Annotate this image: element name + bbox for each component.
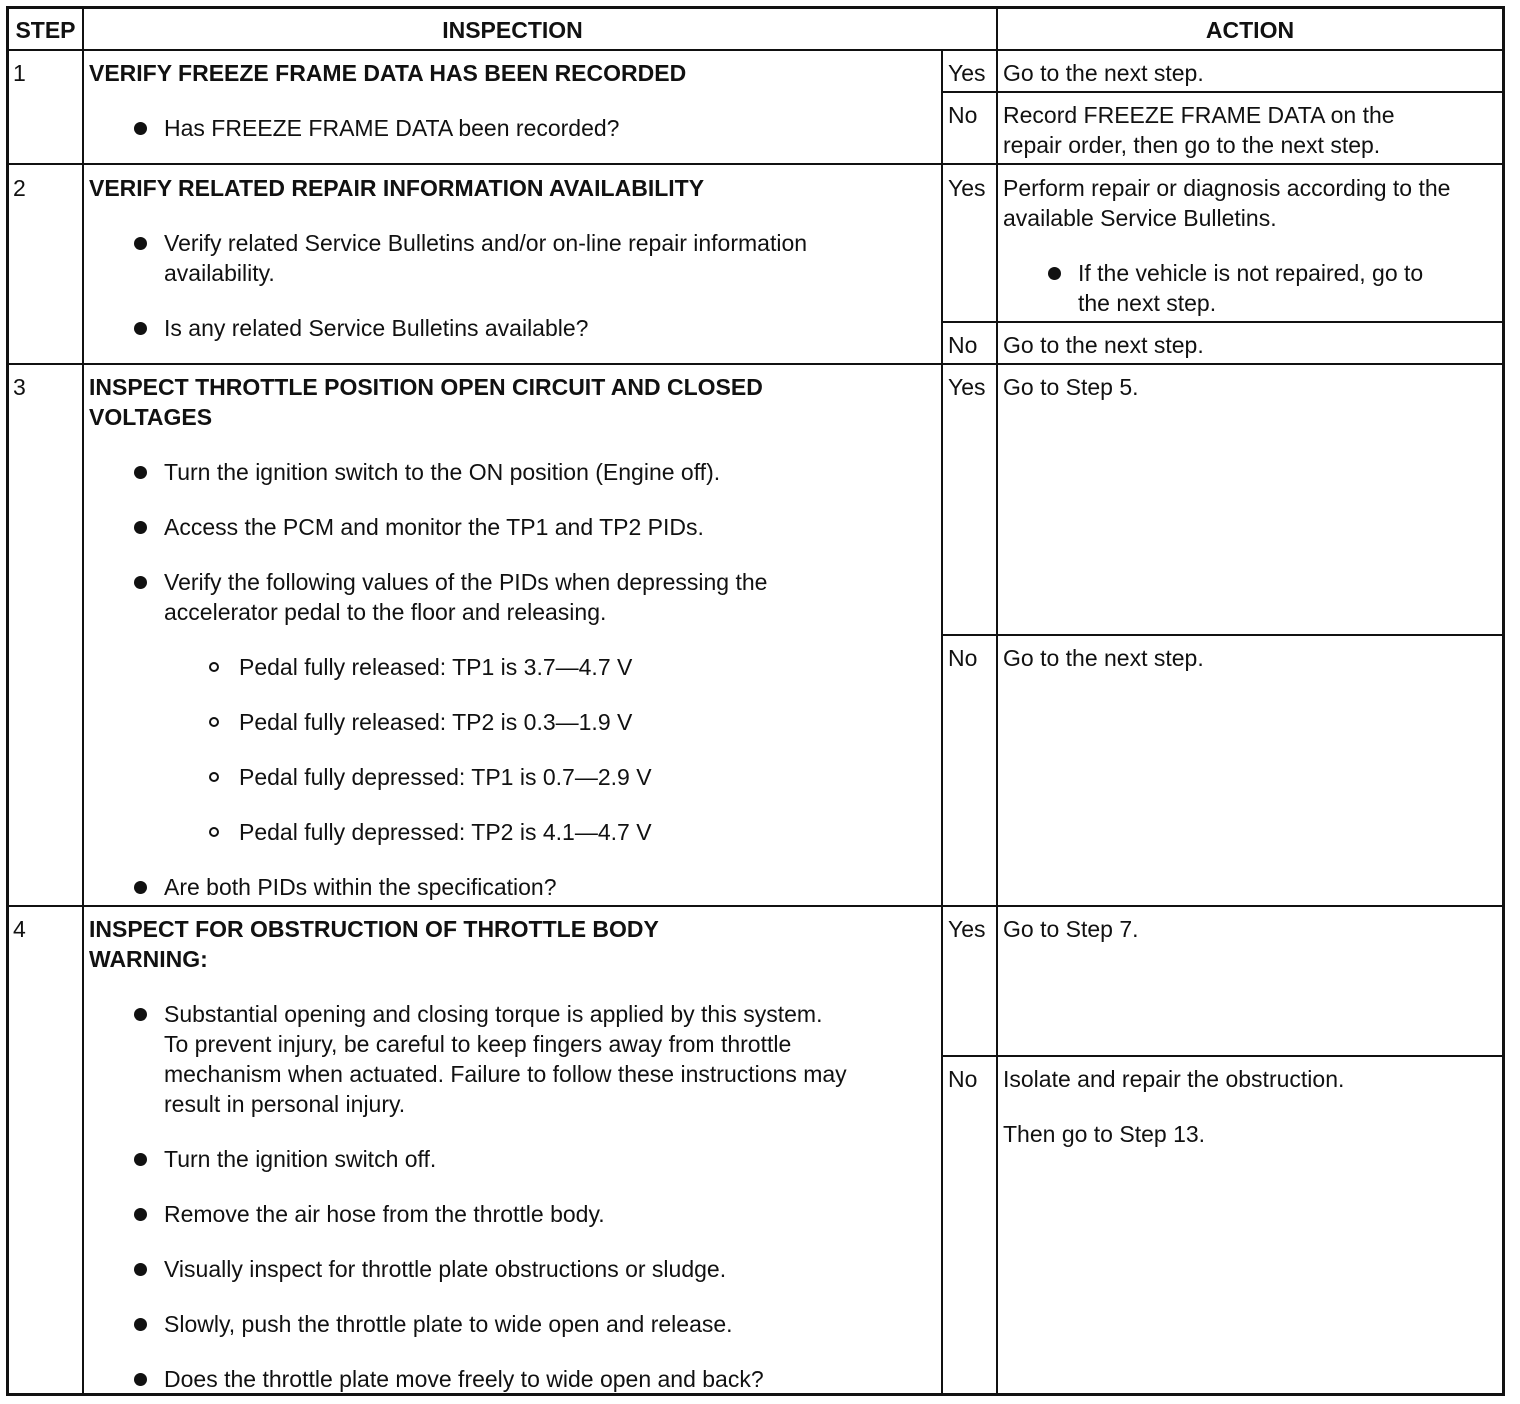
yes-no-divider (943, 1055, 1502, 1057)
step-number: 1 (13, 60, 26, 86)
step-number: 4 (13, 916, 26, 942)
warning-label: WARNING: (89, 946, 208, 972)
bullet-icon (134, 1318, 147, 1331)
inspection-bullet: Remove the air hose from the throttle body. (164, 1201, 605, 1227)
no-action: repair order, then go to the next step. (1003, 132, 1381, 158)
bullet-icon (134, 1208, 147, 1221)
inspection-bullet: accelerator pedal to the floor and releasing. (164, 599, 607, 625)
spec-item: Pedal fully depressed: TP1 is 0.7—2.9 V (239, 764, 652, 790)
yes-label: Yes (948, 916, 986, 942)
step-title: VERIFY FREEZE FRAME DATA HAS BEEN RECORDED (89, 60, 687, 86)
bullet-icon (134, 322, 147, 335)
inspection-bullet: Access the PCM and monitor the TP1 and TP2 PIDs. (164, 514, 704, 540)
spec-item: Pedal fully depressed: TP2 is 4.1—4.7 V (239, 819, 652, 845)
warning-text: To prevent injury, be careful to keep fingers away from throttle (164, 1031, 792, 1057)
bullet-icon (134, 1008, 147, 1021)
step-number: 3 (13, 374, 26, 400)
bullet-icon (134, 466, 147, 479)
action-bullet: If the vehicle is not repaired, go to (1078, 260, 1424, 286)
bullet-icon (134, 521, 147, 534)
header-action: ACTION (1205, 17, 1295, 43)
yes-no-divider (943, 91, 1502, 93)
warning-text: mechanism when actuated. Failure to follow these instructions may (164, 1061, 847, 1087)
bullet-icon (134, 1153, 147, 1166)
step-title: VOLTAGES (89, 404, 213, 430)
action-bullet: the next step. (1078, 290, 1217, 316)
spec-item: Pedal fully released: TP2 is 0.3—1.9 V (239, 709, 633, 735)
header-inspection: INSPECTION (442, 17, 583, 43)
spec-item: Pedal fully released: TP1 is 3.7—4.7 V (239, 654, 633, 680)
header-step: STEP (15, 17, 76, 43)
inspection-bullet: Is any related Service Bulletins available? (164, 315, 589, 341)
inspection-bullet: availability. (164, 260, 275, 286)
inspection-bullet: Turn the ignition switch to the ON position (Engine off). (164, 459, 721, 485)
inspection-bullet: Has FREEZE FRAME DATA been recorded? (164, 115, 620, 141)
bullet-icon (134, 1373, 147, 1386)
yes-action: Go to Step 7. (1003, 916, 1139, 942)
no-action: Then go to Step 13. (1003, 1121, 1206, 1147)
column-divider (82, 9, 84, 1393)
yes-label: Yes (948, 374, 986, 400)
no-action: Go to the next step. (1003, 332, 1204, 358)
yes-label: Yes (948, 60, 986, 86)
row-divider (9, 163, 1502, 165)
inspection-bullet: Slowly, push the throttle plate to wide open and release. (164, 1311, 733, 1337)
no-action: Isolate and repair the obstruction. (1003, 1066, 1345, 1092)
inspection-bullet: Visually inspect for throttle plate obstructions or sludge. (164, 1256, 727, 1282)
row-divider (9, 905, 1502, 907)
row-divider (9, 49, 1502, 51)
bullet-icon (134, 576, 147, 589)
no-action: Go to the next step. (1003, 645, 1204, 671)
sub-bullet-icon (209, 772, 219, 782)
yes-action: Perform repair or diagnosis according to the (1003, 175, 1451, 201)
bullet-icon (134, 1263, 147, 1276)
sub-bullet-icon (209, 662, 219, 672)
warning-text: result in personal injury. (164, 1091, 406, 1117)
yes-action: Go to the next step. (1003, 60, 1204, 86)
step-number: 2 (13, 175, 26, 201)
warning-text: Substantial opening and closing torque is applied by this system. (164, 1001, 823, 1027)
yes-action: Go to Step 5. (1003, 374, 1139, 400)
yes-no-divider (943, 634, 1502, 636)
bullet-icon (134, 881, 147, 894)
step-title: INSPECT THROTTLE POSITION OPEN CIRCUIT AND CLOSED (89, 374, 763, 400)
bullet-icon (1048, 267, 1061, 280)
column-divider (996, 9, 998, 1393)
no-label: No (948, 1066, 978, 1092)
sub-bullet-icon (209, 827, 219, 837)
inspection-bullet: Does the throttle plate move freely to wide open and back? (164, 1366, 764, 1392)
column-divider (941, 49, 943, 1393)
inspection-bullet: Turn the ignition switch off. (164, 1146, 437, 1172)
bullet-icon (134, 237, 147, 250)
inspection-bullet: Verify related Service Bulletins and/or on-line repair information (164, 230, 808, 256)
bullet-icon (134, 122, 147, 135)
inspection-bullet: Are both PIDs within the specification? (164, 874, 557, 900)
step-title: VERIFY RELATED REPAIR INFORMATION AVAILABILITY (89, 175, 705, 201)
no-label: No (948, 332, 978, 358)
yes-label: Yes (948, 175, 986, 201)
no-action: Record FREEZE FRAME DATA on the (1003, 102, 1395, 128)
sub-bullet-icon (209, 717, 219, 727)
no-label: No (948, 102, 978, 128)
step-title: INSPECT FOR OBSTRUCTION OF THROTTLE BODY (89, 916, 659, 942)
no-label: No (948, 645, 978, 671)
inspection-bullet: Verify the following values of the PIDs when depressing the (164, 569, 768, 595)
yes-no-divider (943, 321, 1502, 323)
row-divider (9, 363, 1502, 365)
yes-action: available Service Bulletins. (1003, 205, 1277, 231)
diagnostic-table (6, 6, 1505, 1396)
